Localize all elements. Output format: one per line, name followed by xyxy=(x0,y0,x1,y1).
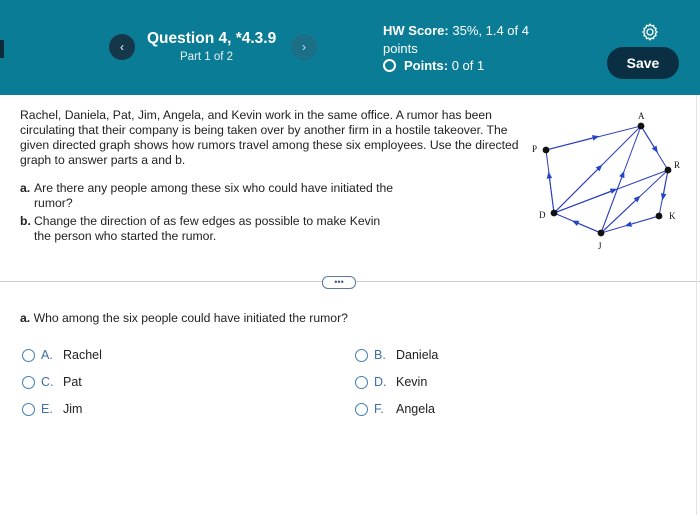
option-letter: F. xyxy=(374,402,384,416)
hw-score-points-word: points xyxy=(383,41,418,56)
option-letter: A. xyxy=(41,348,53,362)
option-text: Rachel xyxy=(63,348,102,362)
problem-statement: Rachel, Daniela, Pat, Jim, Angela, and Kevin work in the same office. A rumor has been circulating that their company is being taken over by another firm in a hostile takeover. The given directed graph shows how rumors travel among these six employees. Use the directed graph to answer parts a and b. xyxy=(20,108,519,167)
rumor-directed-graph xyxy=(528,108,696,253)
chevron-left-icon: ‹ xyxy=(120,40,124,54)
node-j xyxy=(598,230,605,237)
points-label: Points: xyxy=(404,58,449,73)
option-c[interactable] xyxy=(22,375,82,389)
points-value: 0 of 1 xyxy=(451,58,485,73)
header-bar xyxy=(0,0,700,95)
option-text: Pat xyxy=(63,375,82,389)
option-text: Angela xyxy=(396,402,435,416)
label-k: K xyxy=(669,211,676,221)
part-b-item xyxy=(20,214,400,244)
part-a-item xyxy=(20,181,400,211)
option-a[interactable] xyxy=(22,348,102,362)
label-d: D xyxy=(539,210,546,220)
hw-score-value: 35%, 1.4 of 4 xyxy=(452,23,529,38)
settings-gear-icon[interactable] xyxy=(640,22,660,42)
save-button[interactable]: Save xyxy=(607,47,679,79)
expand-more-button[interactable]: ••• xyxy=(322,276,356,289)
option-d[interactable] xyxy=(355,375,427,389)
node-a xyxy=(638,123,645,130)
option-letter: C. xyxy=(41,375,54,389)
question-title: Question 4, *4.3.9 xyxy=(147,30,277,47)
radio-icon[interactable] xyxy=(22,403,35,416)
hw-score-label: HW Score: xyxy=(383,23,449,38)
question-text: Who among the six people could have initiated the rumor? xyxy=(33,311,348,325)
problem-parts xyxy=(20,181,400,244)
hw-score xyxy=(383,22,563,58)
radio-icon[interactable] xyxy=(22,376,35,389)
part-b-text: Change the direction of as few edges as possible to make Kevin the person who started the rumor. xyxy=(34,214,381,243)
part-a-text: Are there any people among these six who could have initiated the rumor? xyxy=(34,181,394,210)
label-j: J xyxy=(598,241,602,251)
node-p xyxy=(543,147,550,154)
option-e[interactable] xyxy=(22,402,82,416)
option-text: Daniela xyxy=(396,348,439,362)
option-text: Jim xyxy=(63,402,83,416)
radio-icon[interactable] xyxy=(355,349,368,362)
question-label: a. xyxy=(20,311,31,325)
option-f[interactable] xyxy=(355,402,435,416)
node-d xyxy=(551,210,558,217)
question-prompt xyxy=(20,311,348,325)
node-r xyxy=(665,167,672,174)
points-status xyxy=(383,58,484,73)
option-b[interactable] xyxy=(355,348,438,362)
label-p: P xyxy=(532,144,538,154)
left-edge-marker xyxy=(0,40,4,58)
chevron-right-icon: › xyxy=(302,40,306,54)
option-letter: B. xyxy=(374,348,386,362)
question-part: Part 1 of 2 xyxy=(180,51,234,63)
label-a: A xyxy=(638,111,645,121)
node-k xyxy=(656,213,663,220)
next-question-button[interactable] xyxy=(291,34,317,60)
option-letter: E. xyxy=(41,402,53,416)
part-a-label: a. xyxy=(20,181,31,195)
radio-icon[interactable] xyxy=(22,349,35,362)
content-right-border xyxy=(696,95,697,515)
radio-icon[interactable] xyxy=(355,403,368,416)
option-text: Kevin xyxy=(396,375,428,389)
progress-circle-icon xyxy=(383,59,396,72)
label-r: R xyxy=(674,160,681,170)
radio-icon[interactable] xyxy=(355,376,368,389)
part-b-label: b. xyxy=(20,214,31,228)
previous-question-button[interactable] xyxy=(109,34,135,60)
option-letter: D. xyxy=(374,375,387,389)
